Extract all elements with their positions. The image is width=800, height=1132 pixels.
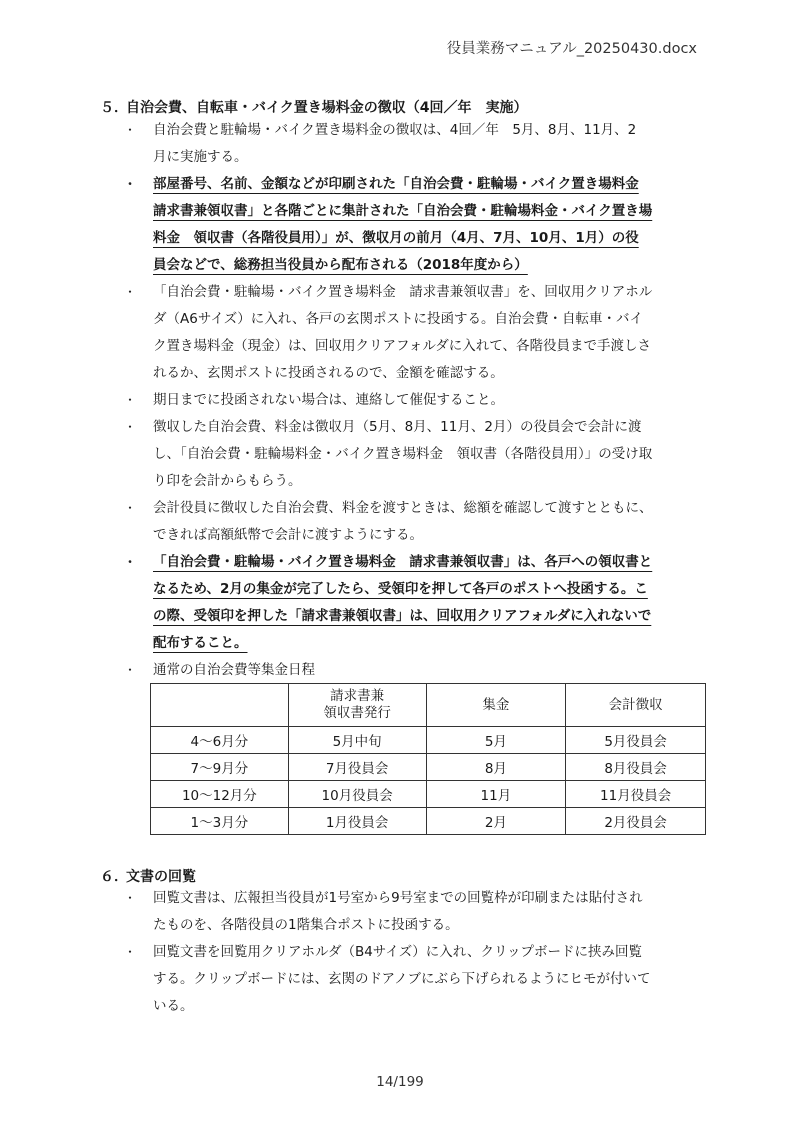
- table-cell: 5月役員会: [566, 727, 706, 754]
- table-cell: 5月中旬: [288, 727, 426, 754]
- section-5-number: ５．: [100, 100, 128, 116]
- document-filename: 役員業務マニュアル_20250430.docx: [446, 41, 697, 57]
- header-cell-collection: 集金: [426, 684, 566, 727]
- section-5-title: 自治会費、自転車・バイク置き場料金の徴収（4回／年 実施）: [126, 100, 528, 116]
- bullet-mark: ・: [124, 663, 137, 677]
- table-cell: 1月役員会: [288, 808, 426, 835]
- text-line: ダ（A6サイズ）に入れ、各戸の玄関ポストに投函する。自治会費・自転車・バイ: [153, 311, 644, 327]
- emphasized-text-line: 配布すること。: [153, 635, 248, 651]
- table-cell: 7〜9月分: [151, 754, 289, 781]
- bullet-mark: ・: [124, 285, 137, 299]
- header-cell-blank: [151, 684, 289, 727]
- table-caption: 通常の自治会費等集金日程: [153, 662, 315, 678]
- bullet-mark: ・: [124, 123, 137, 137]
- section-5-heading: [100, 97, 527, 117]
- header-cell-accounting: 会計徴収: [566, 684, 706, 727]
- text-line: 会計役員に徴収した自治会費、料金を渡すときは、総額を確認して渡すとともに、: [153, 500, 653, 516]
- table-row: [151, 808, 706, 835]
- emphasized-text-line: の際、受領印を押した「請求書兼領収書」は、回収用クリアフォルダに入れないで: [153, 608, 652, 624]
- text-line: れるか、玄関ポストに投函されるので、金額を確認する。: [153, 365, 504, 381]
- table-row: [151, 754, 706, 781]
- table-cell: 2月: [426, 808, 566, 835]
- bullet-mark: ・: [124, 420, 137, 434]
- emphasized-text-line: 部屋番号、名前、金額などが印刷された「自治会費・駐輪場・バイク置き場料金: [153, 176, 639, 192]
- table-row: [151, 727, 706, 754]
- text-line: り印を会計からもらう。: [153, 473, 302, 489]
- table-cell: 7月役員会: [288, 754, 426, 781]
- text-line: 回覧文書を回覧用クリアホルダ（B4サイズ）に入れ、クリップボードに挟み回覧: [153, 944, 642, 960]
- table-cell: 11月: [426, 781, 566, 808]
- emphasized-text-line: 請求書兼領収書」と各階ごとに集計された「自治会費・駐輪場料金・バイク置き場: [153, 203, 653, 219]
- text-line: する。クリップボードには、玄関のドアノブにぶら下げられるようにヒモが付いて: [153, 971, 651, 987]
- text-line: いる。: [153, 998, 194, 1014]
- bullet-mark: ・: [124, 177, 137, 191]
- table-row: [151, 781, 706, 808]
- table-header-row: [151, 684, 706, 727]
- header-cell-invoice-issue: [288, 684, 426, 727]
- section-6-heading: [100, 866, 196, 886]
- bullet-mark: ・: [124, 393, 137, 407]
- text-line: 月に実施する。: [153, 149, 248, 165]
- table-cell: 5月: [426, 727, 566, 754]
- text-line: 自治会費と駐輪場・バイク置き場料金の徴収は、4回／年 5月、8月、11月、2: [153, 122, 637, 138]
- table-cell: 10〜12月分: [151, 781, 289, 808]
- page-number: 14/199: [376, 1074, 424, 1090]
- bullet-mark: ・: [124, 891, 137, 905]
- emphasized-text-line: 員会などで、総務担当役員から配布される（2018年度から）: [153, 257, 528, 273]
- emphasized-text-line: 「自治会費・駐輪場・バイク置き場料金 請求書兼領収書」は、各戸への領収書と: [153, 554, 653, 570]
- emphasized-text-line: 料金 領収書（各階役員用）」が、徴収月の前月（4月、7月、10月、1月）の役: [153, 230, 639, 246]
- table-cell: 8月: [426, 754, 566, 781]
- text-line: 期日までに投函されない場合は、連絡して催促すること。: [153, 392, 504, 408]
- bullet-mark: ・: [124, 945, 137, 959]
- collection-schedule-table: [150, 683, 706, 835]
- table-cell: 1〜3月分: [151, 808, 289, 835]
- header-cell-line: 請求書兼: [330, 688, 385, 704]
- text-line: 回覧文書は、広報担当役員が1号室から9号室までの回覧枠が印刷または貼付され: [153, 890, 643, 906]
- table-cell: 4〜6月分: [151, 727, 289, 754]
- header-cell-line: 領収書発行: [323, 705, 391, 721]
- table-cell: 11月役員会: [566, 781, 706, 808]
- table-cell: 2月役員会: [566, 808, 706, 835]
- emphasized-text-line: なるため、2月の集金が完了したら、受領印を押して各戸のポストへ投函する。こ: [153, 581, 648, 597]
- text-line: 徴収した自治会費、料金は徴収月（5月、8月、11月、2月）の役員会で会計に渡: [153, 419, 642, 435]
- table-cell: 10月役員会: [288, 781, 426, 808]
- text-line: 「自治会費・駐輪場・バイク置き場料金 請求書兼領収書」を、回収用クリアホル: [153, 284, 653, 300]
- bullet-mark: ・: [124, 501, 137, 515]
- table-cell: 8月役員会: [566, 754, 706, 781]
- text-line: し、「自治会費・駐輪場料金・バイク置き場料金 領収書（各階役員用）」の受け取: [153, 446, 653, 462]
- section-6-number: ６．: [100, 869, 128, 885]
- bullet-mark: ・: [124, 555, 137, 569]
- text-line: ク置き場料金（現金）は、回収用クリアフォルダに入れて、各階役員まで手渡しさ: [153, 338, 652, 354]
- text-line: できれば高額紙幣で会計に渡すようにする。: [153, 527, 423, 543]
- text-line: たものを、各階役員の1階集合ポストに投函する。: [153, 917, 459, 933]
- section-6-title: 文書の回覧: [126, 869, 196, 885]
